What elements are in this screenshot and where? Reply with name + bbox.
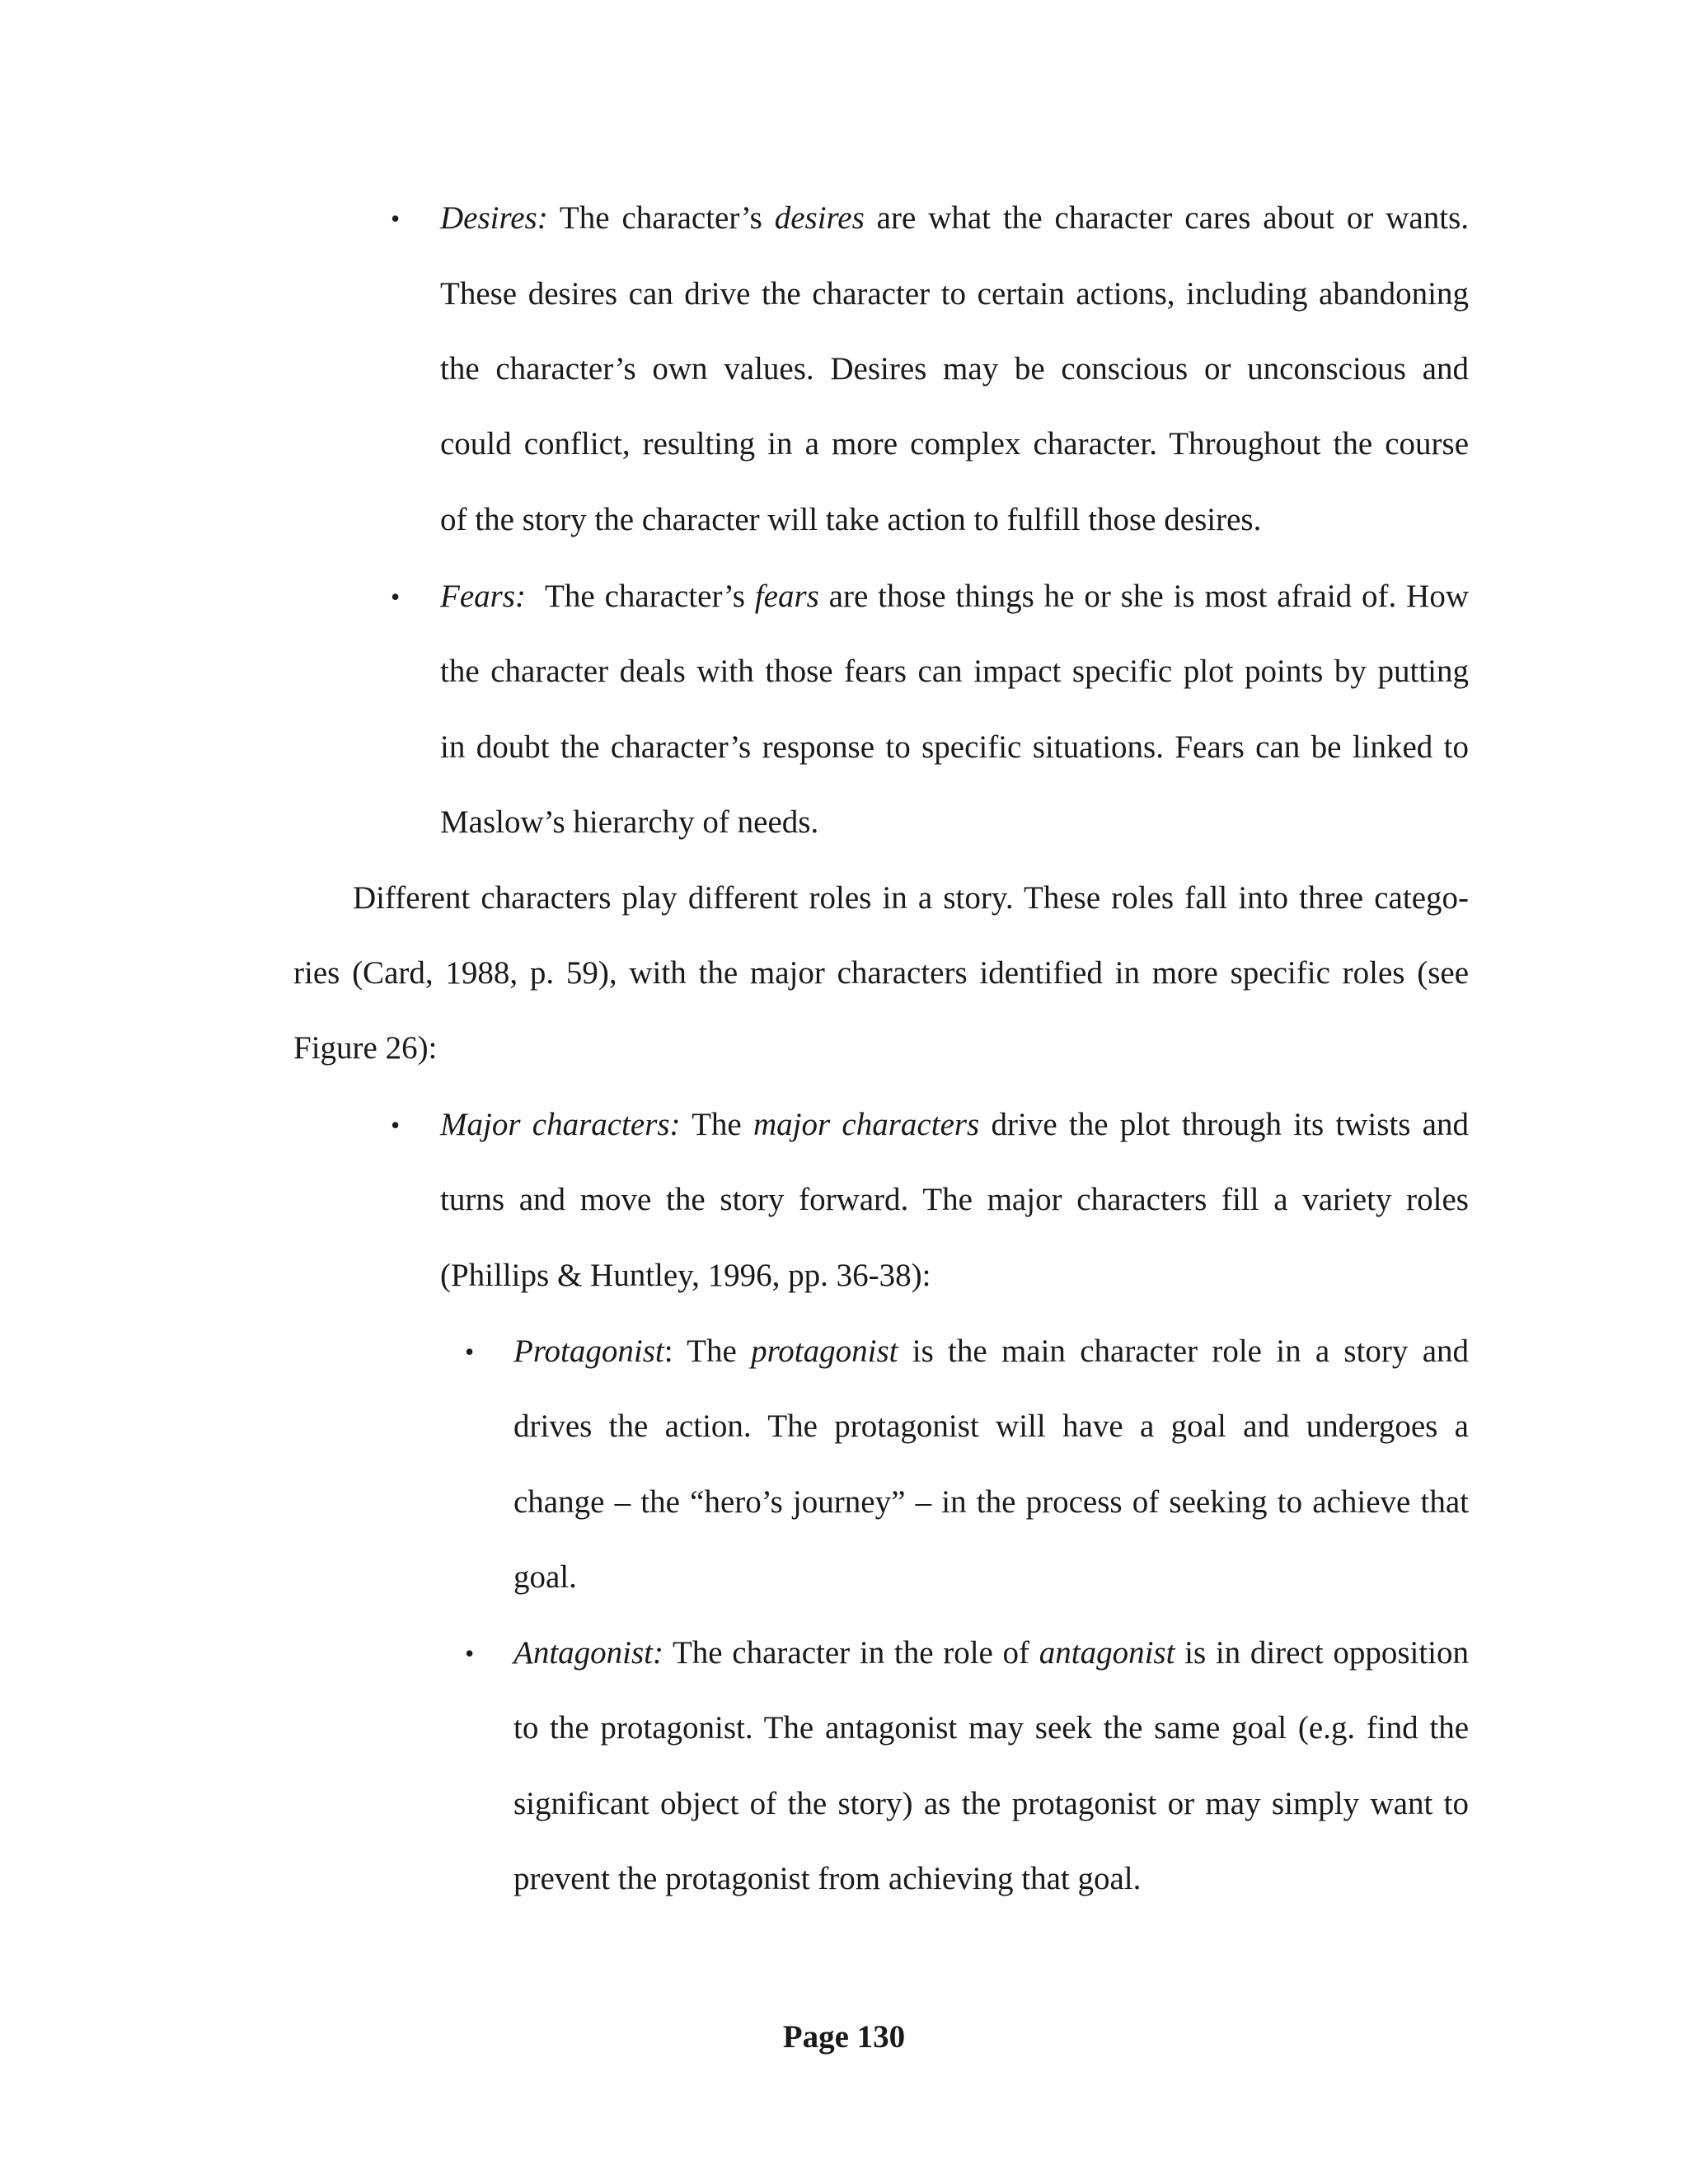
fears-emphasis: fears bbox=[754, 579, 819, 614]
desires-text-a: The character’s bbox=[547, 200, 775, 236]
antagonist-line-2: to the protagonist. The antagonist may seek the same goal (e.g. find the bbox=[513, 1710, 1469, 1746]
major-line-2: turns and move the story forward. The major characters fill a variety roles bbox=[440, 1182, 1469, 1217]
bullet-fears: • bbox=[391, 582, 401, 612]
desires-line-2: These desires can drive the character to certain actions, including abandoning bbox=[440, 276, 1469, 312]
protagonist-term: Protagonist bbox=[513, 1333, 664, 1369]
bullet-antagonist: • bbox=[465, 1638, 475, 1668]
bullet-major-characters: • bbox=[391, 1110, 401, 1140]
fears-line-1 bbox=[440, 577, 1469, 616]
antagonist-emphasis: antagonist bbox=[1039, 1635, 1175, 1671]
paragraph-line-2: ries (Card, 1988, p. 59), with the major characters identified in more specific roles (see bbox=[293, 955, 1469, 991]
protagonist-text-a: : The bbox=[663, 1333, 752, 1369]
antagonist-text-a: The character in the role of bbox=[663, 1635, 1039, 1671]
desires-line-3: the character’s own values. Desires may be conscious or unconscious and bbox=[440, 351, 1469, 387]
desires-line-4: could conflict, resulting in a more complex character. Throughout the course bbox=[440, 426, 1469, 462]
major-emphasis: major characters bbox=[753, 1107, 980, 1142]
major-term: Major characters: bbox=[440, 1107, 681, 1142]
desires-emphasis: desires bbox=[774, 200, 865, 236]
paragraph-line-1: Different characters play different roles in a story. These roles fall into three catego- bbox=[353, 880, 1469, 916]
protagonist-emphasis: protagonist bbox=[751, 1333, 898, 1369]
fears-line-2: the character deals with those fears can impact specific plot points by putting bbox=[440, 654, 1469, 689]
fears-text-a: The character’s bbox=[525, 579, 755, 614]
protagonist-line-4: goal. bbox=[513, 1559, 577, 1595]
fears-line-3: in doubt the character’s response to specific situations. Fears can be linked to bbox=[440, 729, 1469, 765]
antagonist-text-b: is in direct opposition bbox=[1175, 1635, 1469, 1671]
protagonist-line-2: drives the action. The protagonist will have a goal and undergoes a bbox=[513, 1408, 1469, 1444]
page-number: Page 130 bbox=[782, 2019, 906, 2055]
fears-term: Fears: bbox=[440, 579, 526, 614]
major-text-a: The bbox=[680, 1107, 753, 1142]
major-text-b: drive the plot through its twists and bbox=[979, 1107, 1469, 1142]
major-line-1 bbox=[440, 1105, 1469, 1145]
protagonist-line-1 bbox=[513, 1332, 1469, 1371]
protagonist-line-3: change – the “hero’s journey” – in the process of seeking to achieve that bbox=[513, 1484, 1469, 1520]
fears-line-4: Maslow’s hierarchy of needs. bbox=[440, 804, 819, 840]
antagonist-line-4: prevent the protagonist from achieving that goal. bbox=[513, 1861, 1142, 1896]
antagonist-line-3: significant object of the story) as the protagonist or may simply want to bbox=[513, 1786, 1469, 1821]
desires-text-b: are what the character cares about or wants. bbox=[864, 200, 1470, 236]
major-line-3: (Phillips & Huntley, 1996, pp. 36-38): bbox=[440, 1258, 931, 1293]
antagonist-term: Antagonist: bbox=[513, 1635, 663, 1671]
protagonist-text-b: is the main character role in a story and bbox=[898, 1333, 1470, 1369]
desires-term: Desires: bbox=[440, 200, 548, 236]
desires-line-1 bbox=[440, 199, 1469, 238]
bullet-protagonist: • bbox=[465, 1337, 475, 1366]
paragraph-line-3: Figure 26): bbox=[293, 1030, 438, 1066]
antagonist-line-1 bbox=[513, 1633, 1469, 1673]
fears-text-b: are those things he or she is most afraid of. How bbox=[818, 579, 1470, 614]
bullet-desires: • bbox=[391, 204, 401, 233]
desires-line-5: of the story the character will take action to fulfill those desires. bbox=[440, 502, 1262, 537]
